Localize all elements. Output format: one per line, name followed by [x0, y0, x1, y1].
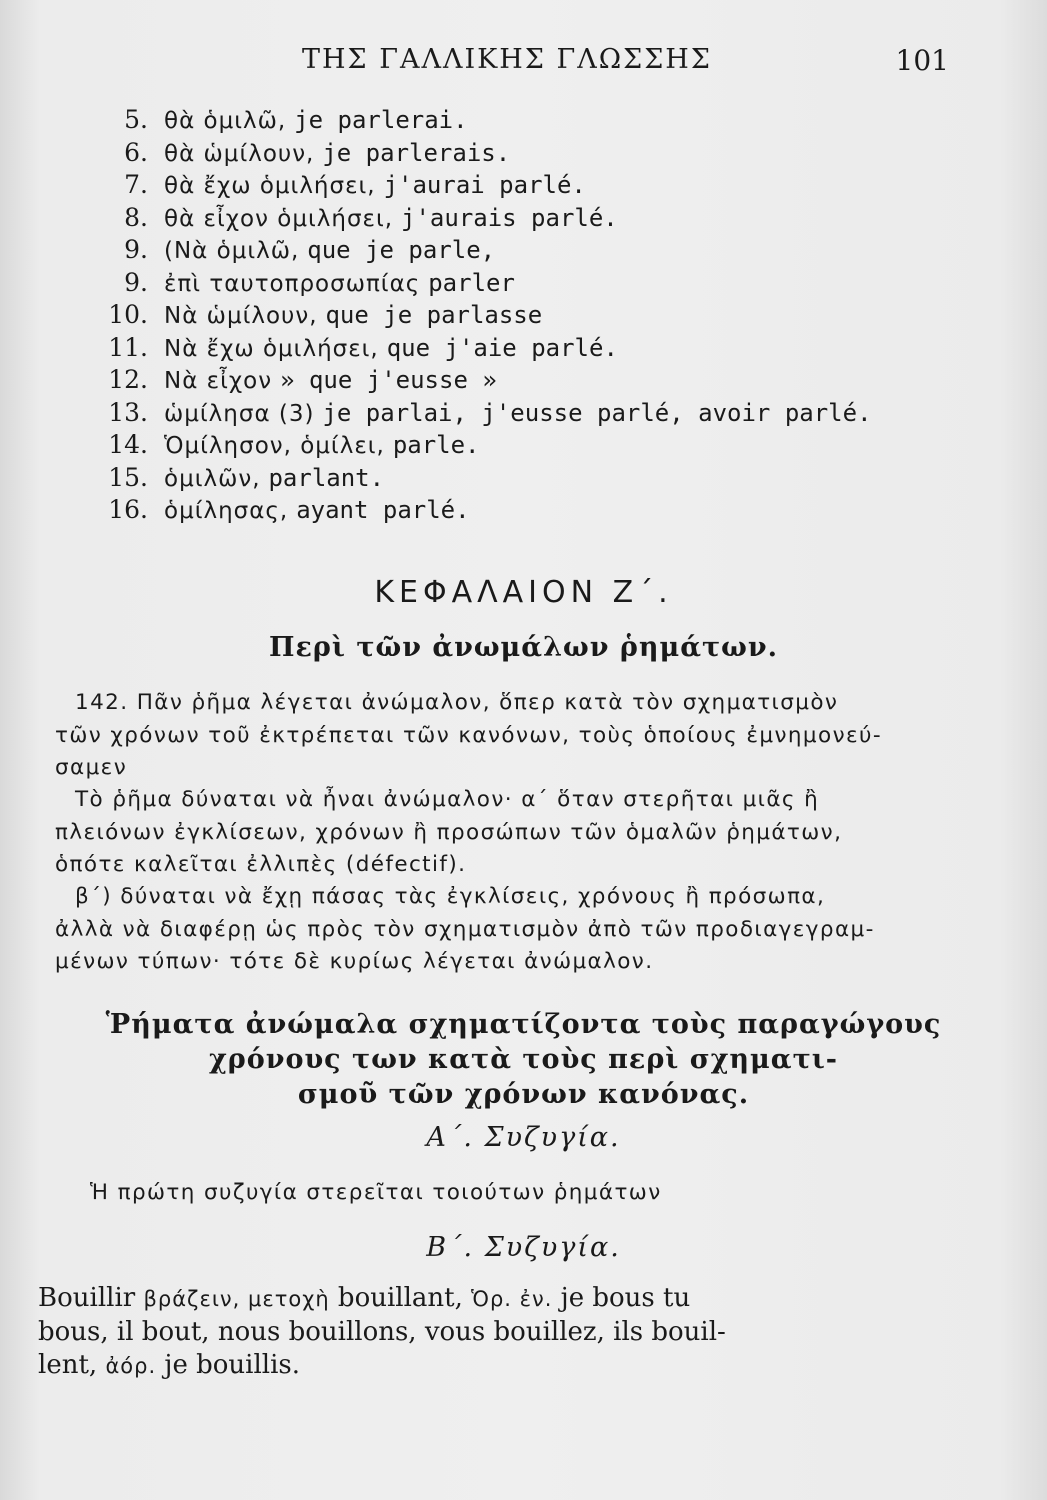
list-item: 12. Νὰ εἶχον » que j'eusse » [108, 365, 497, 394]
page-header [0, 44, 1047, 84]
heading-line: Ῥήματα ἀνώμαλα σχηματίζοντα τοὺς παραγώγους [105, 1009, 942, 1040]
paragraph-line: lent, ἀόρ. je bouillis. [38, 1350, 301, 1380]
running-title: ΤΗΣ ΓΑΛΛΙΚΗΣ ΓΛΩΣΣΗΣ [302, 44, 712, 75]
first-conjugation-title: Α΄. Συζυγία. [426, 1122, 621, 1153]
paragraph-beta [55, 881, 955, 979]
section-title: Περὶ τῶν ἀνωμάλων ῥημάτων. [268, 632, 778, 663]
list-item: 8. θὰ εἶχον ὁμιλήσει, j'aurais parlé. [124, 202, 618, 232]
chapter-title: ΚΕΦΑΛΑΙΟΝ Ζ΄. [374, 575, 673, 610]
list-item: 11. Νὰ ἔχω ὁμιλήσει, que j'aie parlé. [108, 332, 618, 362]
conjugation-list [90, 104, 950, 527]
paragraph-line: Bouillir βράζειν, μετοχὴ bouillant, Ὁρ. ἐν. je bous tu [38, 1283, 691, 1313]
list-item: 6. θὰ ὡμίλουν, je parlerais. [124, 137, 511, 167]
paragraph-line: bous, il bout, nous bouillons, vous bouillez, ils bouil- [38, 1317, 726, 1347]
paragraph-line: Τὸ ῥῆμα δύναται νὰ ἦναι ἀνώμαλον· α΄ ὅταν στερῆται μιᾶς ἢ [75, 787, 820, 812]
second-conjugation-title: Β΄. Συζυγία. [426, 1232, 621, 1263]
heading-line: χρόνους των κατὰ τοὺς περὶ σχηματι- [208, 1044, 839, 1075]
paragraph-line: μένων τύπων· τότε δὲ κυρίως λέγεται ἀνώμαλον. [55, 949, 654, 974]
irregular-verbs-heading [0, 1007, 1047, 1112]
paragraph-line: τῶν χρόνων τοῦ ἐκτρέπεται τῶν κανόνων, τοὺς ὁποίους ἐμνημονεύ- [55, 722, 882, 748]
bouillir-paragraph [38, 1282, 953, 1383]
paragraph-alpha [55, 784, 955, 882]
list-item: 7. θὰ ἔχω ὁμιλήσει, j'aurai parlé. [124, 170, 586, 199]
list-item: 14. Ὁμίλησον, ὁμίλει, parle. [108, 430, 480, 459]
first-conjugation-note: Ἡ πρώτη συζυγία στερεῖται τοιούτων ῥημάτων [90, 1180, 662, 1205]
paragraph-line: 142. Πᾶν ῥῆμα λέγεται ἀνώμαλον, ὅπερ κατὰ τὸν σχηματισμὸν [75, 690, 839, 715]
list-item: 5. θὰ ὁμιλῶ, je parlerai. [124, 105, 468, 134]
paragraph-142 [55, 687, 955, 785]
paragraph-line: ὁπότε καλεῖται ἐλλιπὲς (défectif). [55, 852, 467, 877]
paragraph-line: β΄) δύναται νὰ ἔχῃ πάσας τὰς ἐγκλίσεις, χρόνους ἢ πρόσωπα, [75, 884, 826, 909]
page-number: 101 [895, 44, 949, 77]
list-item: 15. ὁμιλῶν, parlant. [108, 462, 385, 492]
paragraph-line: σαμεν [55, 755, 128, 780]
paragraph-line: πλειόνων ἐγκλίσεων, χρόνων ἢ προσώπων τῶν ὁμαλῶν ῥημάτων, [55, 819, 843, 845]
paragraph-line: ἀλλὰ νὰ διαφέρῃ ὡς πρὸς τὸν σχηματισμὸν ἀπὸ τῶν προδιαγεγραμ- [55, 916, 875, 942]
list-item: 10. Νὰ ὡμίλουν, que je parlasse [108, 300, 543, 329]
list-item: 13. ὡμίλησα (3) je parlai, j'eusse parlé, avoir parlé. [108, 397, 872, 427]
list-item: 9. (Νὰ ὁμιλῶ, que je parle, [124, 235, 496, 264]
heading-line: σμοῦ τῶν χρόνων κανόνας. [297, 1079, 750, 1110]
list-item: 9. ἐπὶ ταυτοπροσωπίας parler [124, 267, 515, 297]
list-item: 16. ὁμίλησας, ayant parlé. [108, 495, 470, 524]
